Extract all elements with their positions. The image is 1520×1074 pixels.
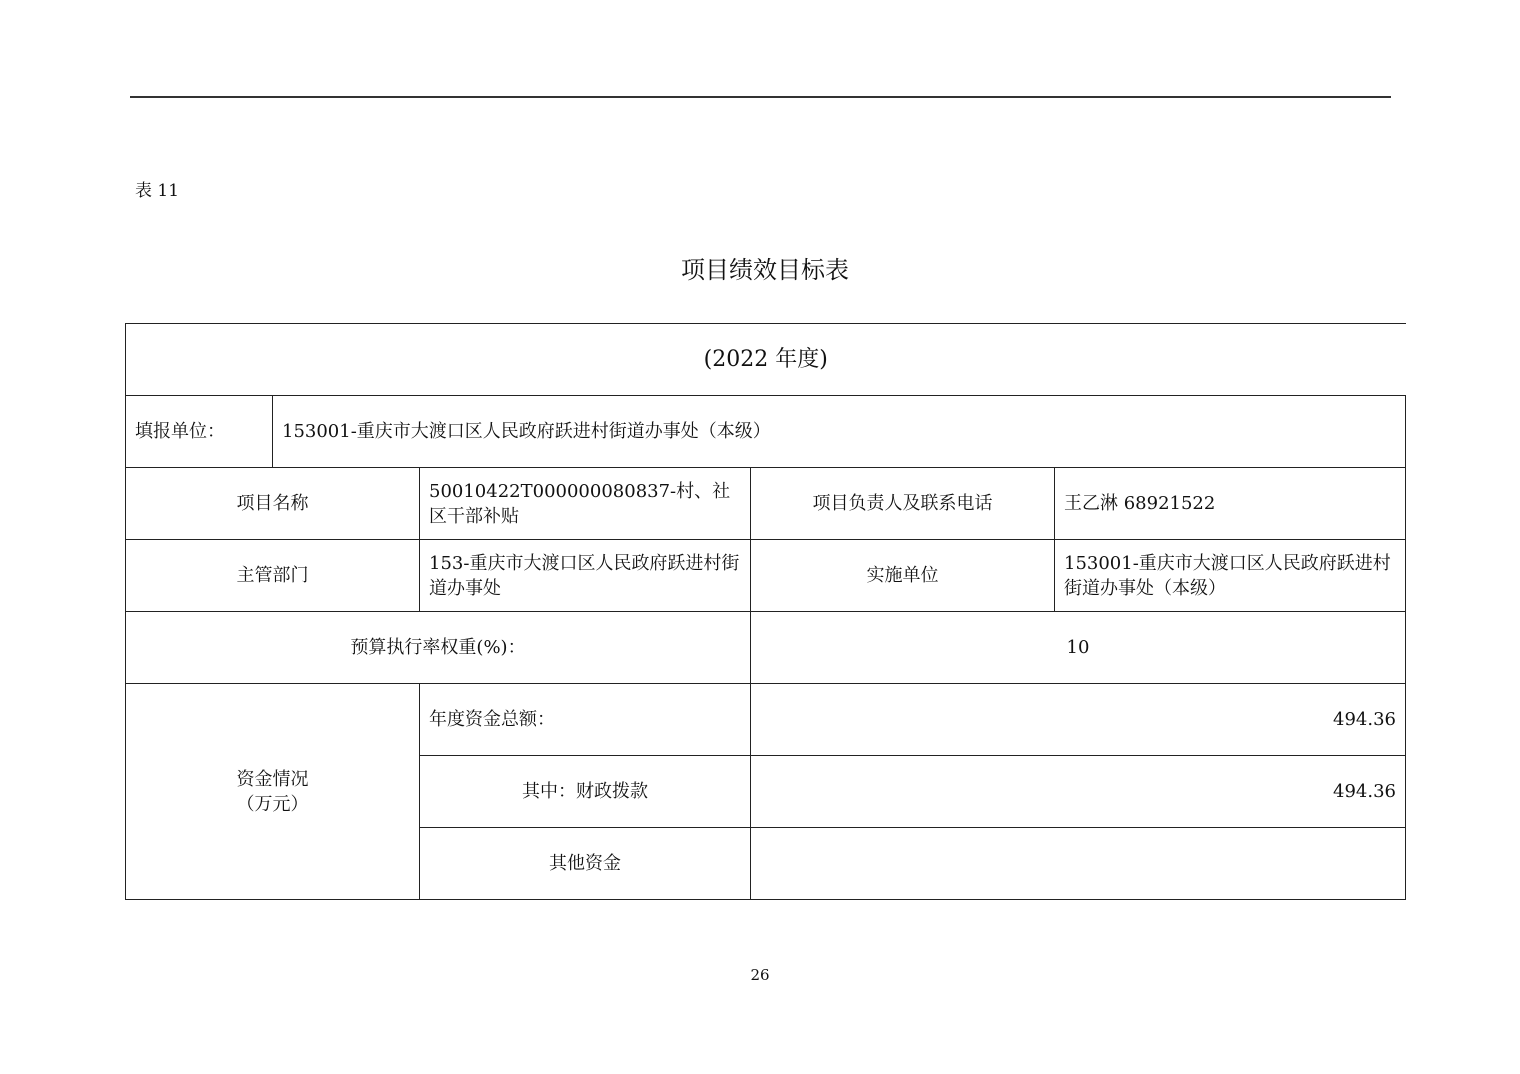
other-funding-value [751, 828, 1406, 900]
year-row [126, 324, 1406, 396]
competent-department-value: 153-重庆市大渡口区人民政府跃进村街道办事处 [420, 540, 751, 612]
reporting-unit-row [126, 396, 1406, 468]
project-name-value: 50010422T000000080837-村、社区干部补贴 [420, 468, 751, 540]
project-name-row [126, 468, 1406, 540]
project-owner-value: 王乙淋 68921522 [1055, 468, 1406, 540]
fiscal-funding-label: 其中：财政拨款 [420, 756, 751, 828]
header-rule [130, 96, 1391, 98]
annual-total-value: 494.36 [751, 684, 1406, 756]
budget-weight-label: 预算执行率权重(%)： [126, 612, 751, 684]
funding-label-line1: 资金情况 [236, 768, 309, 790]
department-row [126, 540, 1406, 612]
table-label: 表 11 [135, 181, 180, 201]
project-name-label: 项目名称 [126, 468, 420, 540]
reporting-unit-label: 填报单位： [126, 396, 273, 468]
project-owner-label: 项目负责人及联系电话 [751, 468, 1055, 540]
year-cell: (2022 年度) [126, 324, 1406, 396]
implementing-unit-label: 实施单位 [751, 540, 1055, 612]
budget-weight-row [126, 612, 1406, 684]
budget-weight-value: 10 [751, 612, 1406, 684]
implementing-unit-value: 153001-重庆市大渡口区人民政府跃进村街道办事处（本级） [1055, 540, 1406, 612]
page-number: 26 [750, 966, 770, 984]
funding-label-line2: （万元） [236, 793, 309, 815]
competent-department-label: 主管部门 [126, 540, 420, 612]
reporting-unit-value: 153001-重庆市大渡口区人民政府跃进村街道办事处（本级） [273, 396, 1406, 468]
other-funding-label: 其他资金 [420, 828, 751, 900]
annual-total-label: 年度资金总额： [420, 684, 751, 756]
fiscal-funding-value: 494.36 [751, 756, 1406, 828]
document-title: 项目绩效目标表 [681, 256, 849, 284]
performance-target-table [125, 323, 1406, 900]
funding-label [126, 684, 420, 900]
funding-total-row [126, 684, 1406, 756]
